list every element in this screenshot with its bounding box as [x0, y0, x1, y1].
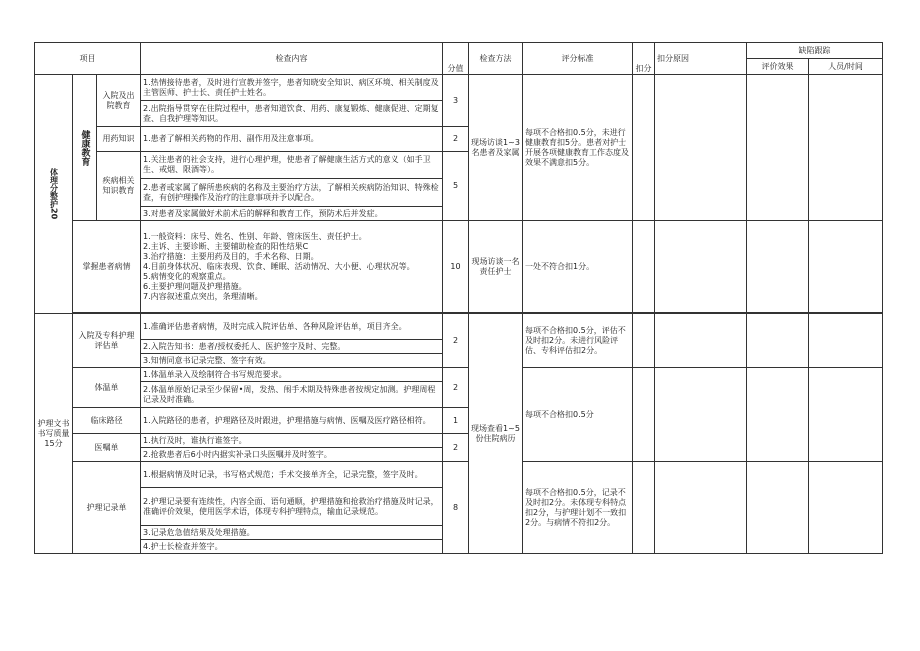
- s2-deduct-adm[interactable]: [633, 314, 655, 368]
- s2-method: 现场查看1~5份住院病历: [469, 314, 523, 554]
- s1-standard2: 一处不符合扣1分。: [523, 221, 633, 313]
- s1-person2[interactable]: [809, 221, 883, 313]
- s1-row1: 1.热情接待患者，及时进行宣教并签字，患者知晓安全知识、病区环境、相关制度及主管医师、护士长、责任护士姓名。: [141, 75, 443, 101]
- section1-name: 体理分整护20: [35, 75, 73, 314]
- s2-score-record: 8: [443, 462, 469, 554]
- order-label: 医嘱单: [73, 434, 141, 462]
- s1-method1: 现场访谈1~3名患者及家属: [469, 75, 523, 221]
- header-standard: 评分标准: [523, 43, 633, 75]
- s2-score-order: 2: [443, 434, 469, 462]
- s1-reason2[interactable]: [655, 221, 747, 313]
- header-content: 检查内容: [141, 43, 443, 75]
- s1-row2: 2.出院指导贯穿在住院过程中，患者知道饮食、用药、康复锻炼、健康促进、定期复查、自我护理等知识。: [141, 101, 443, 127]
- section1-edu: 健康教育: [73, 75, 97, 221]
- record-label: 护理记录单: [73, 462, 141, 554]
- s2-person-mid[interactable]: [809, 368, 883, 462]
- s1-method2: 现场访谈一名责任护士: [469, 221, 523, 313]
- s2-reason-rec[interactable]: [655, 462, 747, 554]
- s2-rc4: 4.护士长检查并签字。: [141, 540, 443, 554]
- s1-effect1[interactable]: [747, 75, 809, 221]
- s2-std-rec: 每项不合格扣0.5分，记录不及时扣2分。未体现专科特点扣2分，与护理计划不一致扣2分。与病情不符扣2分。: [523, 462, 633, 554]
- s2-o1: 1.执行及时，谁执行谁签字。: [141, 434, 443, 448]
- admission-edu-label: 入院及出院教育: [97, 75, 141, 127]
- pathway-label: 临床路径: [73, 408, 141, 434]
- s2-effect-rec[interactable]: [747, 462, 809, 554]
- header-item: 项目: [35, 43, 141, 75]
- s1-score4: 10: [443, 221, 469, 313]
- s2-p1: 1.入院路径的患者，护理路径及时跟进，护理措施与病情、医嘱及医疗路径相符。: [141, 408, 443, 434]
- s1-row7: 1.一般资料：床号、姓名、性别、年龄、管床医生、责任护士。 2.主诉、主要诊断、主要辅助检查的阳性结果C 3.治疗措施：主要用药及目的，手术名称、日期。 4.目前身体状况、临床表现、饮食、睡眠、活动情况、大小便、心理状况等。 5.病情变化的观察重点。 6.主要护理问题及护理措施。 7.内容叙述重点突出，条理清晰。: [141, 221, 443, 313]
- admission-assess-label: 入院及专科护理评估单: [73, 314, 141, 368]
- header-eval-effect: 评价效果: [747, 59, 809, 75]
- s2-t2: 2.体温单原始记录至少保留•周，发热、闱手术期及特殊患者按规定加测。护理周程记录及时准确。: [141, 382, 443, 408]
- disease-edu-label: 疾病相关知识教育: [97, 152, 141, 221]
- s2-std-mid: 每项不合格扣0.5分: [523, 368, 633, 462]
- medication-label: 用药知识: [97, 127, 141, 152]
- s2-rc1: 1.根据病情及时记录，书写格式规范；手术交接单齐全，记录完整，签字及时。: [141, 462, 443, 488]
- master-label: 掌握患者病情: [73, 221, 141, 313]
- header-person-time: 人员/时间: [809, 59, 883, 75]
- header-method: 检查方法: [469, 43, 523, 75]
- section2-name: 护理文书书写质量15分: [35, 314, 73, 554]
- s2-score-temp: 2: [443, 368, 469, 408]
- s2-t1: 1.体温单录入及绘制符合书写规范要求。: [141, 368, 443, 382]
- s1-score1: 3: [443, 75, 469, 127]
- s2-deduct-mid[interactable]: [633, 368, 655, 462]
- s2-o2: 2.抢救患者后6小时内据实补录口头医嘱并及时签字。: [141, 448, 443, 462]
- s2-deduct-rec[interactable]: [633, 462, 655, 554]
- temp-label: 体温单: [73, 368, 141, 408]
- s1-score2: 2: [443, 127, 469, 152]
- s1-row3: 1.患者了解相关药物的作用、副作用及注意事项。: [141, 127, 443, 152]
- s1-effect2[interactable]: [747, 221, 809, 313]
- header-score: 分值: [443, 43, 469, 75]
- s2-effect-mid[interactable]: [747, 368, 809, 462]
- s2-score-adm: 2: [443, 314, 469, 368]
- s1-person1[interactable]: [809, 75, 883, 221]
- s2-a3: 3.知情同意书记录完整、签字有效。: [141, 354, 443, 368]
- s1-row4: 1.关注患者的社会支持，进行心理护理，使患者了解健康生活方式的意义（如手卫生、戒烟、限酒等）。: [141, 152, 443, 179]
- inspection-sheet: [34, 42, 882, 567]
- s2-person-adm[interactable]: [809, 314, 883, 368]
- s2-reason-adm[interactable]: [655, 314, 747, 368]
- s2-effect-adm[interactable]: [747, 314, 809, 368]
- s1-reason1[interactable]: [655, 75, 747, 221]
- s2-reason-mid[interactable]: [655, 368, 747, 462]
- s2-a1: 1.准确评估患者病情，及时完成入院评估单、各种风险评估单，项目齐全。: [141, 314, 443, 340]
- s2-std-adm: 每项不合格扣0.5分，评估不及时扣2分。未进行风险评估、专科评估扣2分。: [523, 314, 633, 368]
- s2-score-path: 1: [443, 408, 469, 434]
- inspection-table: [34, 42, 883, 554]
- s1-deduct1[interactable]: [633, 75, 655, 221]
- s1-row5: 2.患者或家属了解所患疾病的名称及主要治疗方法，了解相关疾病防治知识、特殊检查，有创护理操作及治疗的注意事项并予以配合。: [141, 179, 443, 207]
- s2-a2: 2.入院告知书：患者/授权委托人、医护签字及时、完整。: [141, 340, 443, 354]
- header-deduct-reason: 扣分原因: [655, 43, 747, 75]
- s2-rc3: 3.记录危急值结果及处理措施。: [141, 526, 443, 540]
- header-defect-tracking: 缺陷跟踪: [747, 43, 883, 59]
- header-deduct: 扣分: [633, 43, 655, 75]
- s1-standard1: 每项不合格扣0.5分，未进行健康教育扣5分。患者对护士开展各项健康教育工作态度及效果不满意扣5分。: [523, 75, 633, 221]
- s1-row6: 3.对患者及家属做好术前术后的解释和教育工作，预防术后并发症。: [141, 207, 443, 221]
- s1-deduct2[interactable]: [633, 221, 655, 313]
- s2-person-rec[interactable]: [809, 462, 883, 554]
- s1-score3: 5: [443, 152, 469, 221]
- s2-rc2: 2.护理记录要有连续性，内容全面、语句通顺，护理措施和抢救治疗措施及时记录，准确评价效果，使用医学术语，体现专科护理特点，输血记录规范。: [141, 488, 443, 526]
